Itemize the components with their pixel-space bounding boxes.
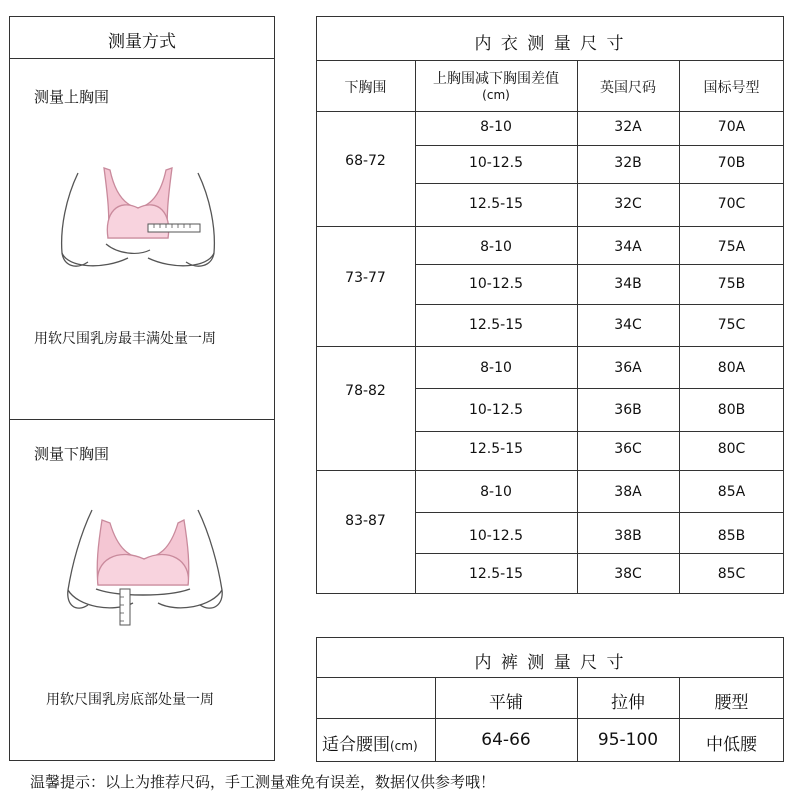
panty-value-stretch: 95-100 [597,730,659,750]
divider [415,388,784,389]
uk-size: 34C [614,317,642,333]
national-size: 80C [717,441,746,457]
divider [316,60,784,61]
uk-size: 36A [614,360,642,376]
bra-table-title: 内 衣 测 量 尺 寸 [474,34,626,54]
panty-header-stretch: 拉伸 [611,693,645,713]
uk-size: 38B [614,528,642,544]
national-size: 85C [717,566,746,582]
uk-size: 32A [614,119,642,135]
panty-row-label-text: 适合腰围 [322,735,390,755]
panty-header-waist-type: 腰型 [714,693,749,713]
national-size: 75C [717,317,746,333]
panty-value-waist-type: 中低腰 [706,735,757,755]
divider [316,718,784,719]
divider [415,512,784,513]
measure-method-title: 测量方式 [108,32,176,52]
header-diff-unit: (cm) [482,88,510,102]
divider [415,431,784,432]
footer-tip: 温馨提示：以上为推荐尺码，手工测量难免有误差，数据仅供参考哦！ [30,773,496,791]
bust-difference: 10-12.5 [468,276,524,292]
under-bust-caption: 用软尺围乳房底部处量一周 [46,692,214,708]
upper-bust-title: 测量上胸围 [34,88,110,106]
uk-size: 36C [614,441,642,457]
bust-difference: 12.5-15 [468,196,524,212]
upper-bust-caption: 用软尺围乳房最丰满处量一周 [34,331,216,347]
national-size: 80A [717,360,746,376]
uk-size: 36B [614,402,642,418]
bra-size-table [316,16,784,594]
panty-row-label [322,730,418,755]
uk-size: 34A [614,239,642,255]
under-bust-title: 测量下胸围 [34,445,110,463]
bust-difference: 12.5-15 [468,441,524,457]
bust-difference: 10-12.5 [468,528,524,544]
divider [415,145,784,146]
divider [316,677,784,678]
under-bust-range: 73-77 [345,270,386,286]
divider [316,346,784,347]
divider [9,58,275,59]
uk-size: 38C [614,566,642,582]
divider [316,111,784,112]
divider [415,183,784,184]
national-size: 85B [717,528,746,544]
national-size: 85A [717,484,746,500]
divider [9,419,275,420]
bust-difference: 8-10 [480,360,512,376]
measure-method-panel [9,16,275,761]
bust-difference: 8-10 [480,239,512,255]
national-size: 70A [717,119,746,135]
bust-difference: 8-10 [480,484,512,500]
panty-header-flat: 平铺 [489,693,523,713]
divider [415,304,784,305]
divider [415,264,784,265]
header-diff: 上胸围减下胸围差值 [433,71,559,87]
panty-row-unit: (cm) [390,739,418,753]
uk-size: 32B [614,155,642,171]
bust-difference: 12.5-15 [468,317,524,333]
header-uk-size: 英国尺码 [600,80,656,96]
upper-bust-illustration [48,158,228,278]
header-under-bust: 下胸围 [344,80,387,96]
national-size: 80B [717,402,746,418]
bust-difference: 10-12.5 [468,402,524,418]
bust-difference: 12.5-15 [468,566,524,582]
panty-value-flat: 64-66 [481,730,531,750]
panty-table-title: 内 裤 测 量 尺 寸 [474,653,626,673]
uk-size: 38A [614,484,642,500]
under-bust-range: 83-87 [345,513,386,529]
under-bust-range: 78-82 [345,383,386,399]
national-size: 70B [717,155,746,171]
divider [415,553,784,554]
under-bust-illustration [58,505,228,630]
uk-size: 34B [614,276,642,292]
national-size: 75A [717,239,746,255]
divider [316,470,784,471]
national-size: 75B [717,276,746,292]
bust-difference: 8-10 [480,119,512,135]
bust-difference: 10-12.5 [468,155,524,171]
header-national-size: 国标号型 [703,80,760,96]
uk-size: 32C [614,196,642,212]
national-size: 70C [717,196,746,212]
divider [316,226,784,227]
under-bust-range: 68-72 [345,153,386,169]
